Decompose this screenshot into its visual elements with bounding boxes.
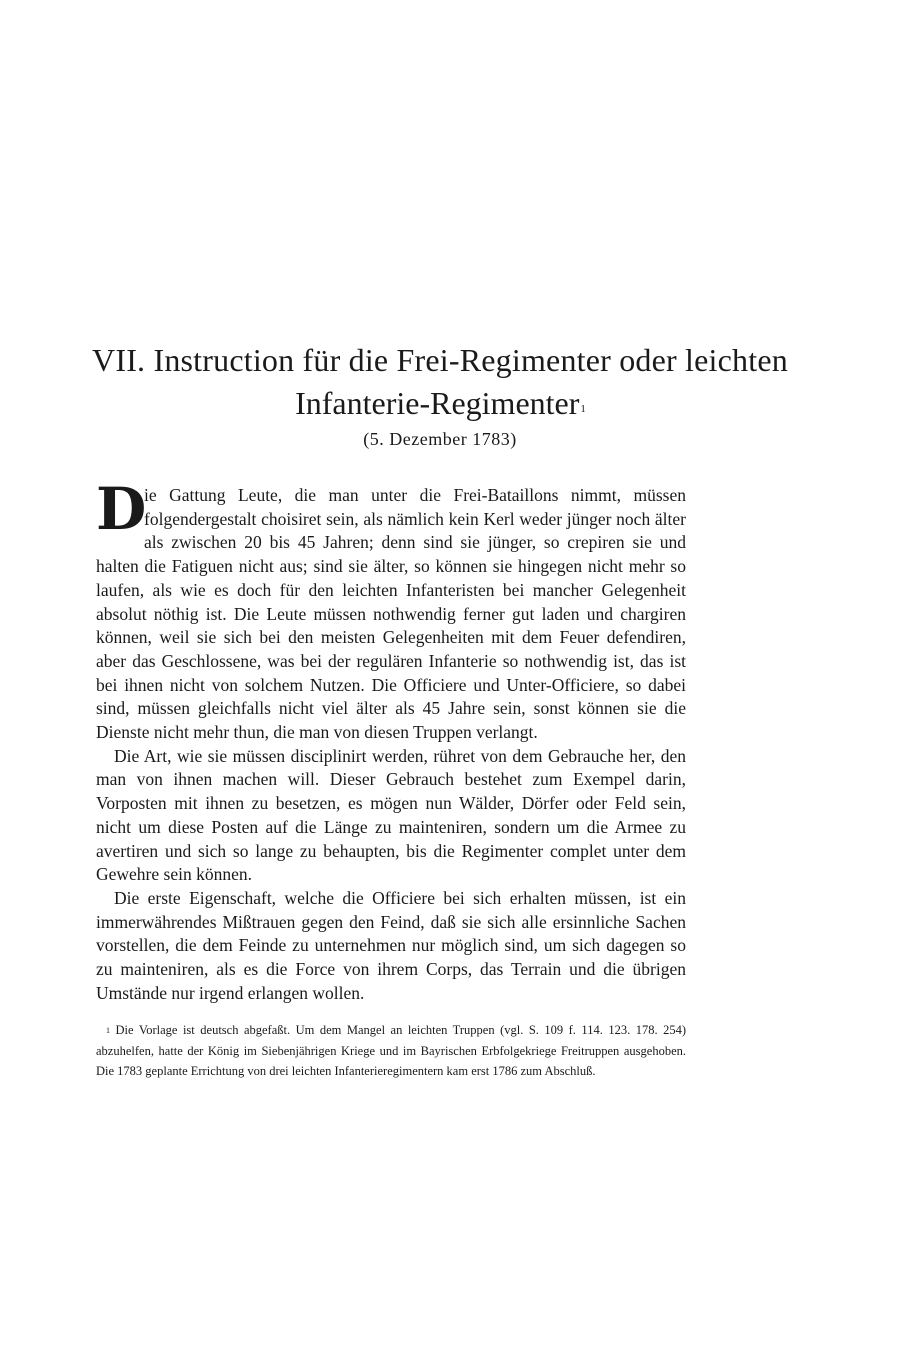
paragraph-2: Die Art, wie sie müssen disciplinirt werden, rühret von dem Gebrauche her, den man von ihnen machen will. Dieser Gebrauch bestehet zum Exempel darin, Vorposten mit ihnen zu besetzen, es mögen nun Wälder, Dörfer oder Feld sein, nicht um diese Posten auf die Länge zu mainteniren, sondern um die Armee zu avertiren und sich so lange zu behaupten, bis die Regimenter complet unter dem Gewehre sein können.	[96, 745, 686, 885]
footnote-text: Die Vorlage ist deutsch abgefaßt. Um dem Mangel an leichten Truppen (vgl. S. 109 f. 114. 123. 178. 254) abzuhelfen, hatte der König im Siebenjährigen Kriege und im Bayrischen Erbfolgekriege Freitruppen ausgehoben. Die 1783 geplante Errichtung von drei leichten Infanterieregimentern kam erst 1786 zum Abschluß.	[96, 1023, 686, 1078]
footnote	[96, 1020, 686, 1082]
chapter-title-line-1: Instruction für die Frei-Regimenter oder leichten	[153, 342, 788, 378]
chapter-number: VII.	[92, 342, 146, 378]
footnote-paragraph	[96, 1020, 686, 1082]
chapter-title-line-2: Infanterie-Regimenter	[295, 385, 580, 421]
paragraph-1	[96, 475, 686, 745]
chapter-heading-line-2	[90, 383, 790, 423]
title-footnote-marker: 1	[580, 403, 586, 415]
chapter-date: (5. Dezember 1783)	[363, 429, 517, 449]
paragraph-1-text: ie Gattung Leute, die man unter die Frei-Bataillons nimmt, müssen folgendergestalt choisiret sein, als nämlich kein Kerl weder jünger noch älter als zwischen 20 bis 45 Jahren; denn sind sie jünger, so crepiren sie und halten die Fatiguen nicht aus; sind sie älter, so können sie hingegen nicht mehr so laufen, als wie es doch für den leichten Infanteristen bei mancher Gelegenheit absolut nöthig ist. Die Leute müssen nothwendig ferner gut laden und chargiren können, weil sie sich bei den meisten Gelegenheiten mit dem Feuer defendiren, aber das Geschlossene, was bei der regulären Infanterie so nothwendig ist, das ist bei ihnen nicht von solchem Nutzen. Die Officiere und Unter-Officiere, so dabei sind, müssen gleichfalls nicht viel älter als 45 Jahre sein, sonst können sie die Dienste nicht mehr thun, die man von diesen Truppen verlangt.	[96, 485, 686, 743]
main-text	[96, 475, 686, 1005]
paragraph-3: Die erste Eigenschaft, welche die Officiere bei sich erhalten müssen, ist ein immerwährendes Mißtrauen gegen den Feind, daß sie sich alle ersinnliche Sachen vorstellen, die dem Feinde zu unternehmen nur möglich sind, um sich dagegen so zu mainteniren, als es die Force von ihrem Corps, das Terrain und die übrigen Umstände nur irgend erlangen wollen.	[96, 887, 686, 1003]
chapter-heading-line-1	[90, 340, 790, 380]
drop-cap: D	[96, 475, 147, 543]
footnote-marker: 1	[106, 1026, 110, 1035]
